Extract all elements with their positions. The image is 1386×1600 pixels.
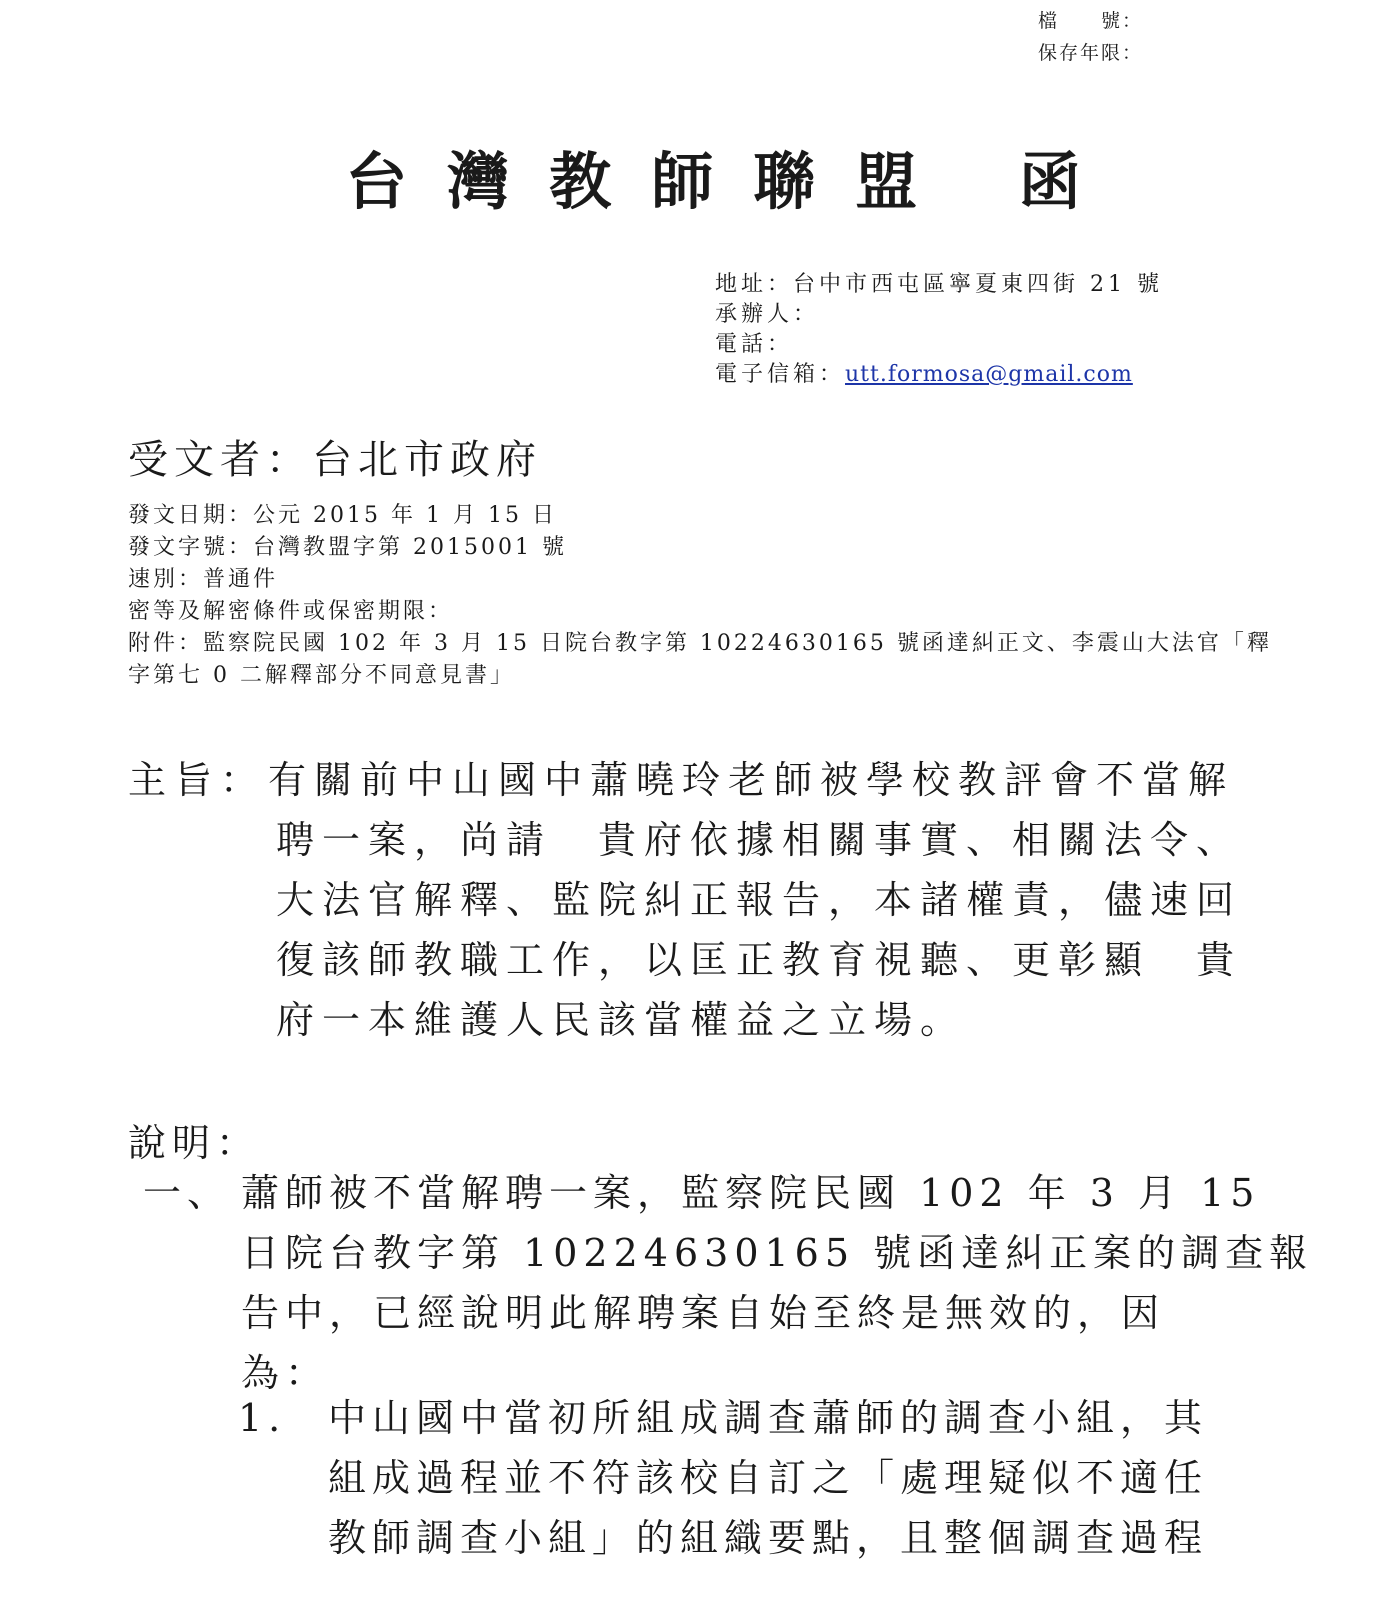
subject-section [128, 750, 1242, 1050]
item-1-line-4: 為： [241, 1351, 330, 1395]
attachment-line-1: 附件：監察院民國 102 年 3 月 15 日院台教字第 10224630165 號函達糾正文、李震山大法官「釋 [128, 631, 1272, 656]
attachment-line-2: 字第七 0 二解釋部分不同意見書」 [128, 663, 515, 688]
contact-handler: 承辦人： [715, 302, 820, 327]
contact-phone: 電話： [715, 332, 794, 357]
contact-email-label: 電子信箱： [715, 362, 846, 387]
document-title: 台灣教師聯盟 函 [345, 145, 1121, 218]
item-1-line-1: 蕭師被不當解聘一案，監察院民國 102 年 3 月 15 [241, 1171, 1261, 1215]
contact-address: 地址：台中市西屯區寧夏東四街 21 號 [715, 272, 1163, 297]
delivery-speed: 速別：普通件 [128, 567, 279, 592]
recipient: 受文者：台北市政府 [128, 437, 542, 483]
subject-line-3: 大法官解釋、監院糾正報告，本諸權責，儘速回 [276, 878, 1243, 922]
subitem-number: 1. [238, 1396, 287, 1440]
subitem-1-line-3: 教師調查小組」的組織要點，且整個調查過程 [328, 1516, 1209, 1560]
file-number-label: 檔 號： [1038, 10, 1144, 32]
item-1-line-3: 告中，已經說明此解聘案自始至終是無效的，因 [241, 1291, 1166, 1335]
item-number: 一、 [143, 1171, 232, 1215]
retention-label: 保存年限： [1038, 42, 1144, 64]
subject-line-4: 復該師教職工作，以匡正教育視聽、更彰顯 貴 [276, 938, 1243, 982]
contact-email-row [715, 360, 1133, 390]
issue-date: 發文日期：公元 2015 年 1 月 15 日 [128, 503, 557, 528]
subitem-1-line-2: 組成過程並不符該校自訂之「處理疑似不適任 [328, 1456, 1209, 1500]
explanation-label: 說明： [128, 1121, 261, 1165]
subject-line-5: 府一本維護人民該當權益之立場。 [276, 998, 967, 1042]
document-number: 發文字號：台灣教盟字第 2015001 號 [128, 535, 567, 560]
explanation-item-1 [143, 1163, 1313, 1403]
subject-line-1: 有關前中山國中蕭曉玲老師被學校教評會不當解 [268, 758, 1235, 802]
explanation-subitem-1 [238, 1388, 1208, 1568]
email-link[interactable]: utt.formosa@gmail.com [845, 362, 1133, 387]
subject-label: 主旨： [128, 758, 267, 802]
subitem-1-line-1: 中山國中當初所組成調查蕭師的調查小組，其 [328, 1396, 1209, 1440]
subject-line-2: 聘一案，尚請 貴府依據相關事實、相關法令、 [276, 818, 1243, 862]
item-1-line-2: 日院台教字第 10224630165 號函達糾正案的調查報 [241, 1231, 1314, 1275]
security-level: 密等及解密條件或保密期限： [128, 599, 454, 624]
